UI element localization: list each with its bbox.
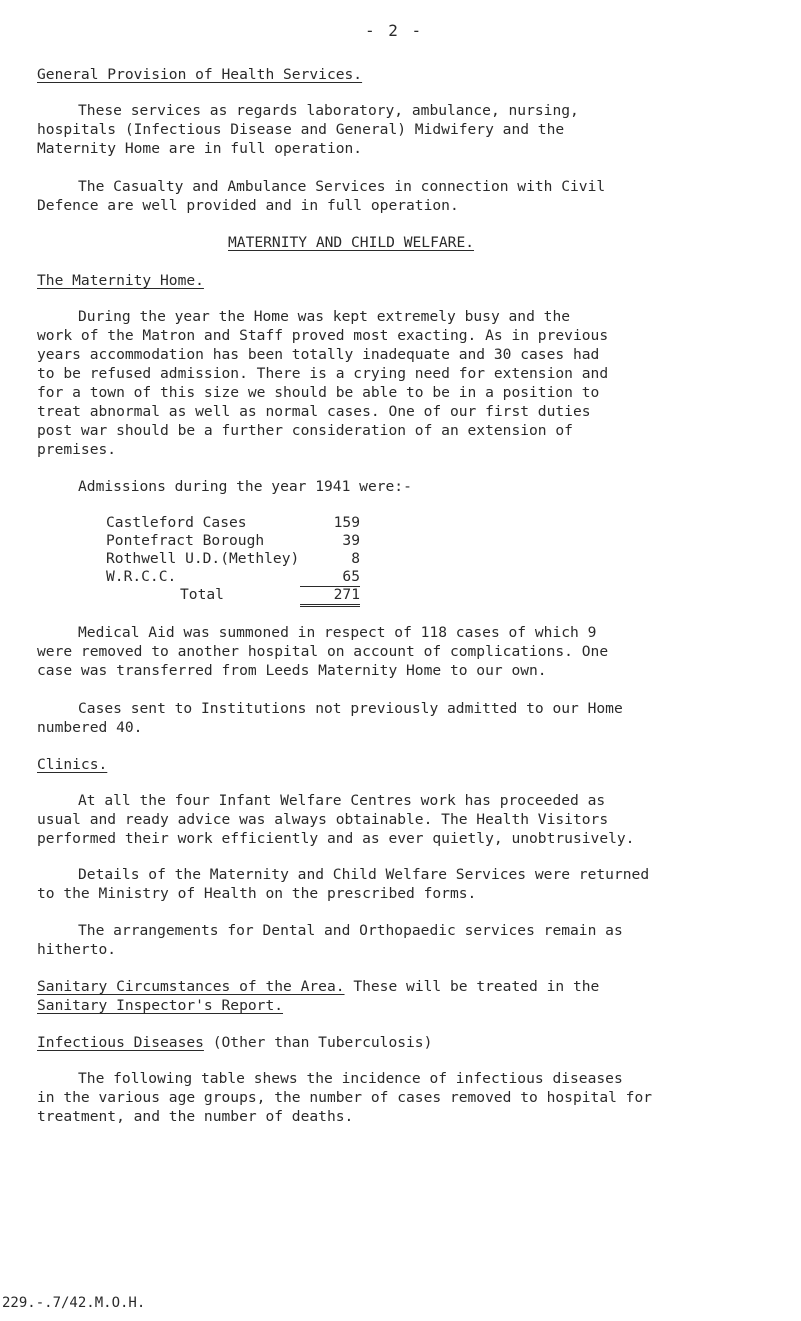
para-home-line-7: post war should be a further consideration of an extension of: [37, 422, 573, 439]
admissions-total-value: 271: [300, 586, 360, 607]
para-home-line-1: During the year the Home was kept extremely busy and the: [78, 308, 571, 325]
admissions-value: 8: [351, 550, 360, 567]
para-medical-line-2: were removed to another hospital on account of complications. One: [37, 643, 609, 660]
para-clinics-line-1: At all the four Infant Welfare Centres work has proceeded as: [78, 792, 606, 809]
para-general-line-1: These services as regards laboratory, ambulance, nursing,: [78, 102, 579, 119]
infectious-rest: (Other than Tuberculosis): [203, 1034, 433, 1051]
admissions-label: Pontefract Borough: [106, 532, 265, 549]
para-details-line-2: to the Ministry of Health on the prescribed forms.: [37, 885, 477, 902]
para-general-line-3: Maternity Home are in full operation.: [37, 140, 363, 157]
para-institutions-line-1: Cases sent to Institutions not previously admitted to our Home: [78, 700, 623, 717]
admissions-label: W.R.C.C.: [106, 568, 177, 585]
admissions-value: 39: [342, 532, 360, 549]
infectious-heading: Infectious Diseases: [37, 1034, 204, 1051]
infectious-heading-line: [37, 1034, 432, 1052]
para-clinics-line-2: usual and ready advice was always obtainable. The Health Visitors: [37, 811, 609, 828]
sanitary-line-2: Sanitary Inspector's Report.: [37, 997, 284, 1014]
para-casualty-line-2: Defence are well provided and in full operation.: [37, 197, 459, 214]
heading-clinics: Clinics.: [37, 756, 108, 773]
sanitary-line-1: [37, 978, 599, 996]
para-home-line-3: years accommodation has been totally inadequate and 30 cases had: [37, 346, 600, 363]
heading-maternity-child-welfare: MATERNITY AND CHILD WELFARE.: [228, 234, 475, 251]
para-casualty-line-1: The Casualty and Ambulance Services in connection with Civil: [78, 178, 606, 195]
para-infectious-line-3: treatment, and the number of deaths.: [37, 1108, 354, 1125]
heading-maternity-home: The Maternity Home.: [37, 272, 204, 289]
para-medical-line-3: case was transferred from Leeds Maternity Home to our own.: [37, 662, 547, 679]
para-home-line-5: for a town of this size we should be able to be in a position to: [37, 384, 600, 401]
admissions-value: 159: [333, 514, 360, 531]
sanitary-rest: These will be treated in the: [344, 978, 600, 995]
page-number: - 2 -: [365, 21, 424, 40]
para-dental-line-2: hitherto.: [37, 941, 117, 958]
admissions-label: Rothwell U.D.(Methley): [106, 550, 300, 567]
para-home-line-2: work of the Matron and Staff proved most exacting. As in previous: [37, 327, 609, 344]
para-clinics-line-3: performed their work efficiently and as ever quietly, unobtrusively.: [37, 830, 635, 847]
para-general-line-2: hospitals (Infectious Disease and General) Midwifery and the: [37, 121, 565, 138]
footer-code: 229.-.7/42.M.O.H.: [2, 1295, 146, 1311]
sanitary-heading: Sanitary Circumstances of the Area.: [37, 978, 345, 995]
para-infectious-line-1: The following table shews the incidence of infectious diseases: [78, 1070, 623, 1087]
heading-general-provision: General Provision of Health Services.: [37, 66, 363, 83]
para-institutions-line-2: numbered 40.: [37, 719, 143, 736]
admissions-total-label: Total: [180, 586, 224, 603]
admissions-label: Castleford Cases: [106, 514, 247, 531]
para-dental-line-1: The arrangements for Dental and Orthopaedic services remain as: [78, 922, 623, 939]
para-details-line-1: Details of the Maternity and Child Welfare Services were returned: [78, 866, 650, 883]
para-home-line-8: premises.: [37, 441, 117, 458]
para-infectious-line-2: in the various age groups, the number of cases removed to hospital for: [37, 1089, 653, 1106]
admissions-intro: Admissions during the year 1941 were:-: [78, 478, 412, 495]
para-medical-line-1: Medical Aid was summoned in respect of 118 cases of which 9: [78, 624, 597, 641]
para-home-line-6: treat abnormal as well as normal cases. One of our first duties: [37, 403, 591, 420]
para-home-line-4: to be refused admission. There is a crying need for extension and: [37, 365, 609, 382]
admissions-value: 65: [300, 568, 360, 587]
